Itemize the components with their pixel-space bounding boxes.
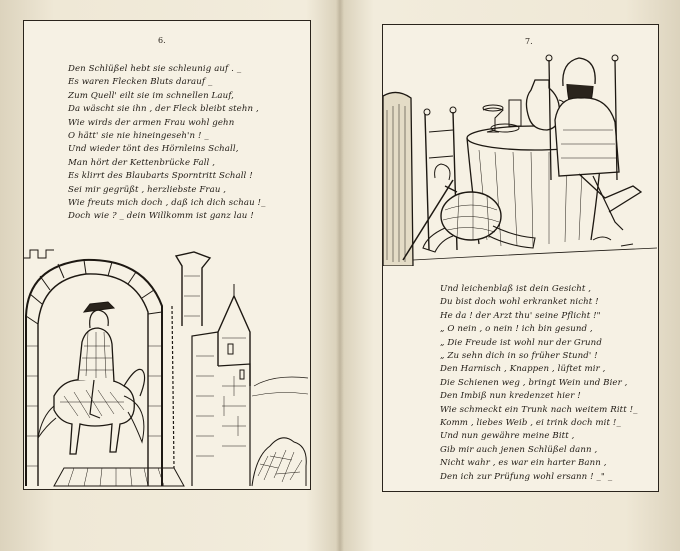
verse-line: Doch wie ? _ dein Willkomm ist ganz lau ! xyxy=(68,211,254,222)
verse-line: Den Harnisch , Knappen , lüftet mir , xyxy=(440,364,606,375)
verse-line: Und wieder tönt des Hörnleins Schall, xyxy=(68,144,239,155)
verse-line: O hätt' sie nie hineingeseh'n ! _ xyxy=(68,131,209,142)
verse-line: Es klirrt des Blaubarts Sporntritt Schall ! xyxy=(68,171,253,182)
verse-line: Und nun gewähre meine Bitt , xyxy=(440,431,575,442)
verse-line: „ Die Freude ist wohl nur der Grund xyxy=(440,337,602,348)
verse-line: Wie schmeckt ein Trunk nach weitem Ritt !_ xyxy=(440,404,638,415)
verse-line: Wie wirds der armen Frau wohl gehn xyxy=(68,117,235,128)
verse-line: Den Schlüßel hebt sie schleunig auf . _ xyxy=(68,64,242,74)
verse-line: Gib mir auch jenen Schlüßel dann , xyxy=(440,444,598,455)
verse-line: Wie freuts mich doch , daß ich dich schau !_ xyxy=(68,198,266,209)
verse-line: Und leichenblaß ist dein Gesicht , xyxy=(440,284,592,294)
verse-line: Es waren Flecken Bluts darauf _ xyxy=(68,77,213,88)
right-page-number: 7. xyxy=(525,37,533,46)
left-page-verse xyxy=(68,63,266,224)
verse-line: Man hört der Kettenbrücke Fall , xyxy=(68,157,216,168)
verse-line: Du bist doch wohl erkranket nicht ! xyxy=(440,297,599,308)
castle-gate-illustration xyxy=(24,246,308,487)
left-page-number: 6. xyxy=(158,36,166,45)
book-gutter xyxy=(336,0,344,551)
right-page-verse xyxy=(440,283,638,484)
verse-line: „ O nein , o nein ! ich bin gesund , xyxy=(440,324,593,335)
verse-line: Komm , liebes Weib , ei trink doch mit !_ xyxy=(440,418,621,429)
verse-line: Den Imbiß nun kredenzet hier ! xyxy=(440,391,581,402)
verse-line: He da ! der Arzt thu' seine Pflicht !" xyxy=(440,310,601,321)
verse-line: Sei mir gegrüßt , herzliebste Frau , xyxy=(68,184,227,195)
verse-line: Nicht wahr , es war ein harter Bann , xyxy=(440,458,607,469)
bluebeard-table-illustration xyxy=(383,40,657,266)
verse-line: „ Zu sehn dich in so früher Stund' ! xyxy=(440,351,598,362)
verse-line: Da wäscht sie ihn , der Fleck bleibt stehn , xyxy=(68,104,259,115)
verse-line: Den ich zur Prüfung wohl ersann ! _" _ xyxy=(440,471,613,482)
verse-line: Zum Quell' eilt sie im schnellen Lauf, xyxy=(68,90,235,101)
verse-line: Die Schienen weg , bringt Wein und Bier , xyxy=(440,377,628,388)
